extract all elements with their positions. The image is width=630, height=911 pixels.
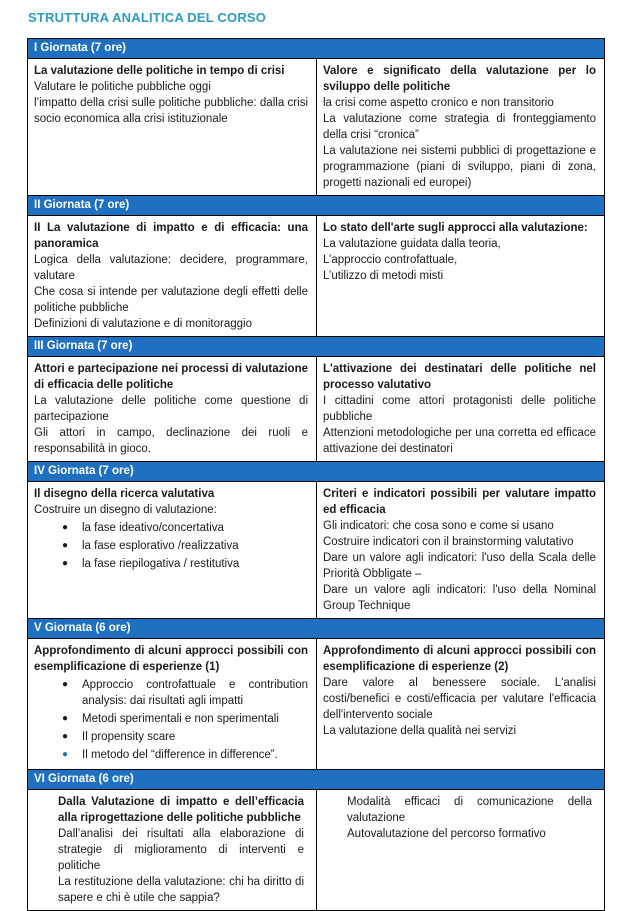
- document-page: [0, 10, 630, 911]
- section-giornata-1: [28, 39, 604, 195]
- cell-heading: Dalla Valutazione di impatto e dell’efficacia alla riprogettazione delle politiche pubbliche: [58, 796, 304, 824]
- cell-left: [28, 482, 316, 618]
- cell-right: [316, 482, 604, 618]
- bullet-item: [62, 556, 308, 572]
- bullet-marker-icon: ●: [62, 713, 69, 724]
- section-content-row: [28, 357, 604, 461]
- cell-paragraph: I cittadini come attori protagonisti delle politiche pubbliche: [323, 395, 596, 423]
- cell-paragraph: Dare un valore agli indicatori: l'uso della Nominal Group Technique: [323, 584, 596, 612]
- cell-paragraph: Autovalutazione del percorso formativo: [347, 828, 546, 840]
- cell-paragraph: Che cosa si intende per valutazione degli effetti delle politiche pubbliche: [34, 286, 308, 314]
- cell-paragraph: Modalità efficaci di comunicazione della valutazione: [347, 796, 592, 824]
- bullet-item: [62, 520, 308, 536]
- bullet-text: Il propensity scare: [82, 731, 176, 743]
- section-header: V Giornata (6 ore): [28, 618, 604, 639]
- cell-paragraph: Gli attori in campo, declinazione dei ruoli e responsabilità in gioco.: [34, 427, 308, 455]
- section-content-row: [28, 59, 604, 195]
- section-header: VI Giornata (6 ore): [28, 769, 604, 790]
- cell-heading: II La valutazione di impatto e di efficacia: una panoramica: [34, 222, 308, 250]
- bullet-marker-icon: ●: [62, 679, 69, 690]
- section-giornata-2: [28, 195, 604, 336]
- cell-paragraph: Dare valore al benessere sociale. L'analisi costi/benefici e costi/efficacia per valutare l'efficacia dell'intervento sociale: [323, 677, 596, 721]
- cell-paragraph: La valutazione guidata dalla teoria,: [323, 238, 501, 250]
- cell-paragraph: La valutazione come strategia di fronteggiamento della crisi “cronica”: [323, 113, 596, 141]
- bullet-text: la fase esplorativo /realizzativa: [82, 540, 239, 552]
- cell-paragraph: Attenzioni metodologiche per una corretta ed efficace attivazione dei destinatori: [323, 427, 596, 455]
- cell-paragraph: La valutazione nei sistemi pubblici di progettazione e programmazione (piani di sviluppo, piani di zona, progetti nazionali ed europei): [323, 145, 596, 189]
- cell-paragraph: La valutazione della qualità nei servizi: [323, 725, 517, 737]
- bullet-marker-icon: ●: [62, 749, 69, 760]
- cell-left: [28, 357, 316, 461]
- cell-paragraph: l’impatto della crisi sulle politiche pubbliche: dalla crisi socio economica alla crisi istituzionale: [34, 97, 308, 125]
- bullet-item: [62, 747, 308, 763]
- cell-paragraph: Logica della valutazione: decidere, programmare, valutare: [34, 254, 308, 282]
- section-content-row: [28, 482, 604, 618]
- cell-paragraph: Costruire un disegno di valutazione:: [34, 504, 217, 516]
- section-giornata-3: [28, 336, 604, 461]
- cell-left: [28, 216, 316, 336]
- cell-heading: Approfondimento di alcuni approcci possibili con esemplificazione di esperienze (2): [323, 645, 596, 673]
- course-table: [27, 38, 605, 911]
- cell-left: [28, 639, 316, 769]
- section-header: II Giornata (7 ore): [28, 195, 604, 216]
- cell-heading: Lo stato dell'arte sugli approcci alla valutazione:: [323, 222, 588, 234]
- bullet-item: [62, 677, 308, 709]
- cell-paragraph: La restituzione della valutazione: chi ha diritto di sapere e chi è utile che sappia?: [58, 876, 304, 904]
- cell-heading: Valore e significato della valutazione per lo sviluppo delle politiche: [323, 65, 596, 93]
- section-header: I Giornata (7 ore): [28, 39, 604, 59]
- section-content-row: [28, 216, 604, 336]
- cell-paragraph: La valutazione delle politiche come questione di partecipazione: [34, 395, 308, 423]
- section-content-row: [28, 639, 604, 769]
- cell-right: [316, 790, 604, 910]
- bullet-text: la fase ideativo/concertativa: [82, 522, 224, 534]
- cell-right: [316, 357, 604, 461]
- bullet-text: Approccio controfattuale e contribution analysis: dai risultati agli impatti: [82, 679, 308, 707]
- cell-left: [28, 59, 316, 195]
- cell-paragraph: la crisi come aspetto cronico e non transitorio: [323, 97, 554, 109]
- cell-paragraph: Dare un valore agli indicatori: l'uso della Scala delle Priorità Obbligate –: [323, 552, 596, 580]
- cell-paragraph: Valutare le politiche pubbliche oggi: [34, 81, 211, 93]
- cell-heading: Criteri e indicatori possibili per valutare impatto ed efficacia: [323, 488, 596, 516]
- cell-paragraph: Gli indicatori: che cosa sono e come si usano: [323, 520, 554, 532]
- bullet-marker-icon: ●: [62, 558, 69, 569]
- cell-heading: Approfondimento di alcuni approcci possibili con esemplificazione di esperienze (1): [34, 645, 308, 673]
- section-giornata-5: [28, 618, 604, 769]
- bullet-marker-icon: ●: [62, 522, 69, 533]
- cell-heading: L'attivazione dei destinatari delle politiche nel processo valutativo: [323, 363, 596, 391]
- bullet-text: Il metodo del “difference in difference”.: [82, 749, 278, 761]
- cell-right: [316, 59, 604, 195]
- section-giornata-4: [28, 461, 604, 618]
- cell-heading: La valutazione delle politiche in tempo di crisi: [34, 65, 285, 77]
- cell-left: [28, 790, 316, 910]
- bullet-text: Metodi sperimentali e non sperimentali: [82, 713, 279, 725]
- cell-paragraph: Definizioni di valutazione e di monitoraggio: [34, 318, 252, 330]
- section-header: III Giornata (7 ore): [28, 336, 604, 357]
- section-header: IV Giornata (7 ore): [28, 461, 604, 482]
- cell-heading: Attori e partecipazione nei processi di valutazione di efficacia delle politiche: [34, 363, 308, 391]
- cell-heading: Il disegno della ricerca valutativa: [34, 488, 215, 500]
- cell-paragraph: L’approccio controfattuale,: [323, 254, 458, 266]
- section-giornata-6: [28, 769, 604, 910]
- section-content-row: [28, 790, 604, 910]
- cell-paragraph: Dall’analisi dei risultati alla elaborazione di strategie di miglioramento di interventi e politiche: [58, 828, 304, 872]
- bullet-text: la fase riepilogativa / restitutiva: [82, 558, 240, 570]
- bullet-marker-icon: ●: [62, 540, 69, 551]
- cell-paragraph: Costruire indicatori con il brainstorming valutativo: [323, 536, 574, 548]
- cell-paragraph: L’utilizzo di metodi misti: [323, 270, 444, 282]
- bullet-item: [62, 729, 308, 745]
- bullet-item: [62, 711, 308, 727]
- bullet-item: [62, 538, 308, 554]
- bullet-marker-icon: ●: [62, 731, 69, 742]
- cell-right: [316, 216, 604, 336]
- page-title: STRUTTURA ANALITICA DEL CORSO: [28, 10, 267, 25]
- cell-right: [316, 639, 604, 769]
